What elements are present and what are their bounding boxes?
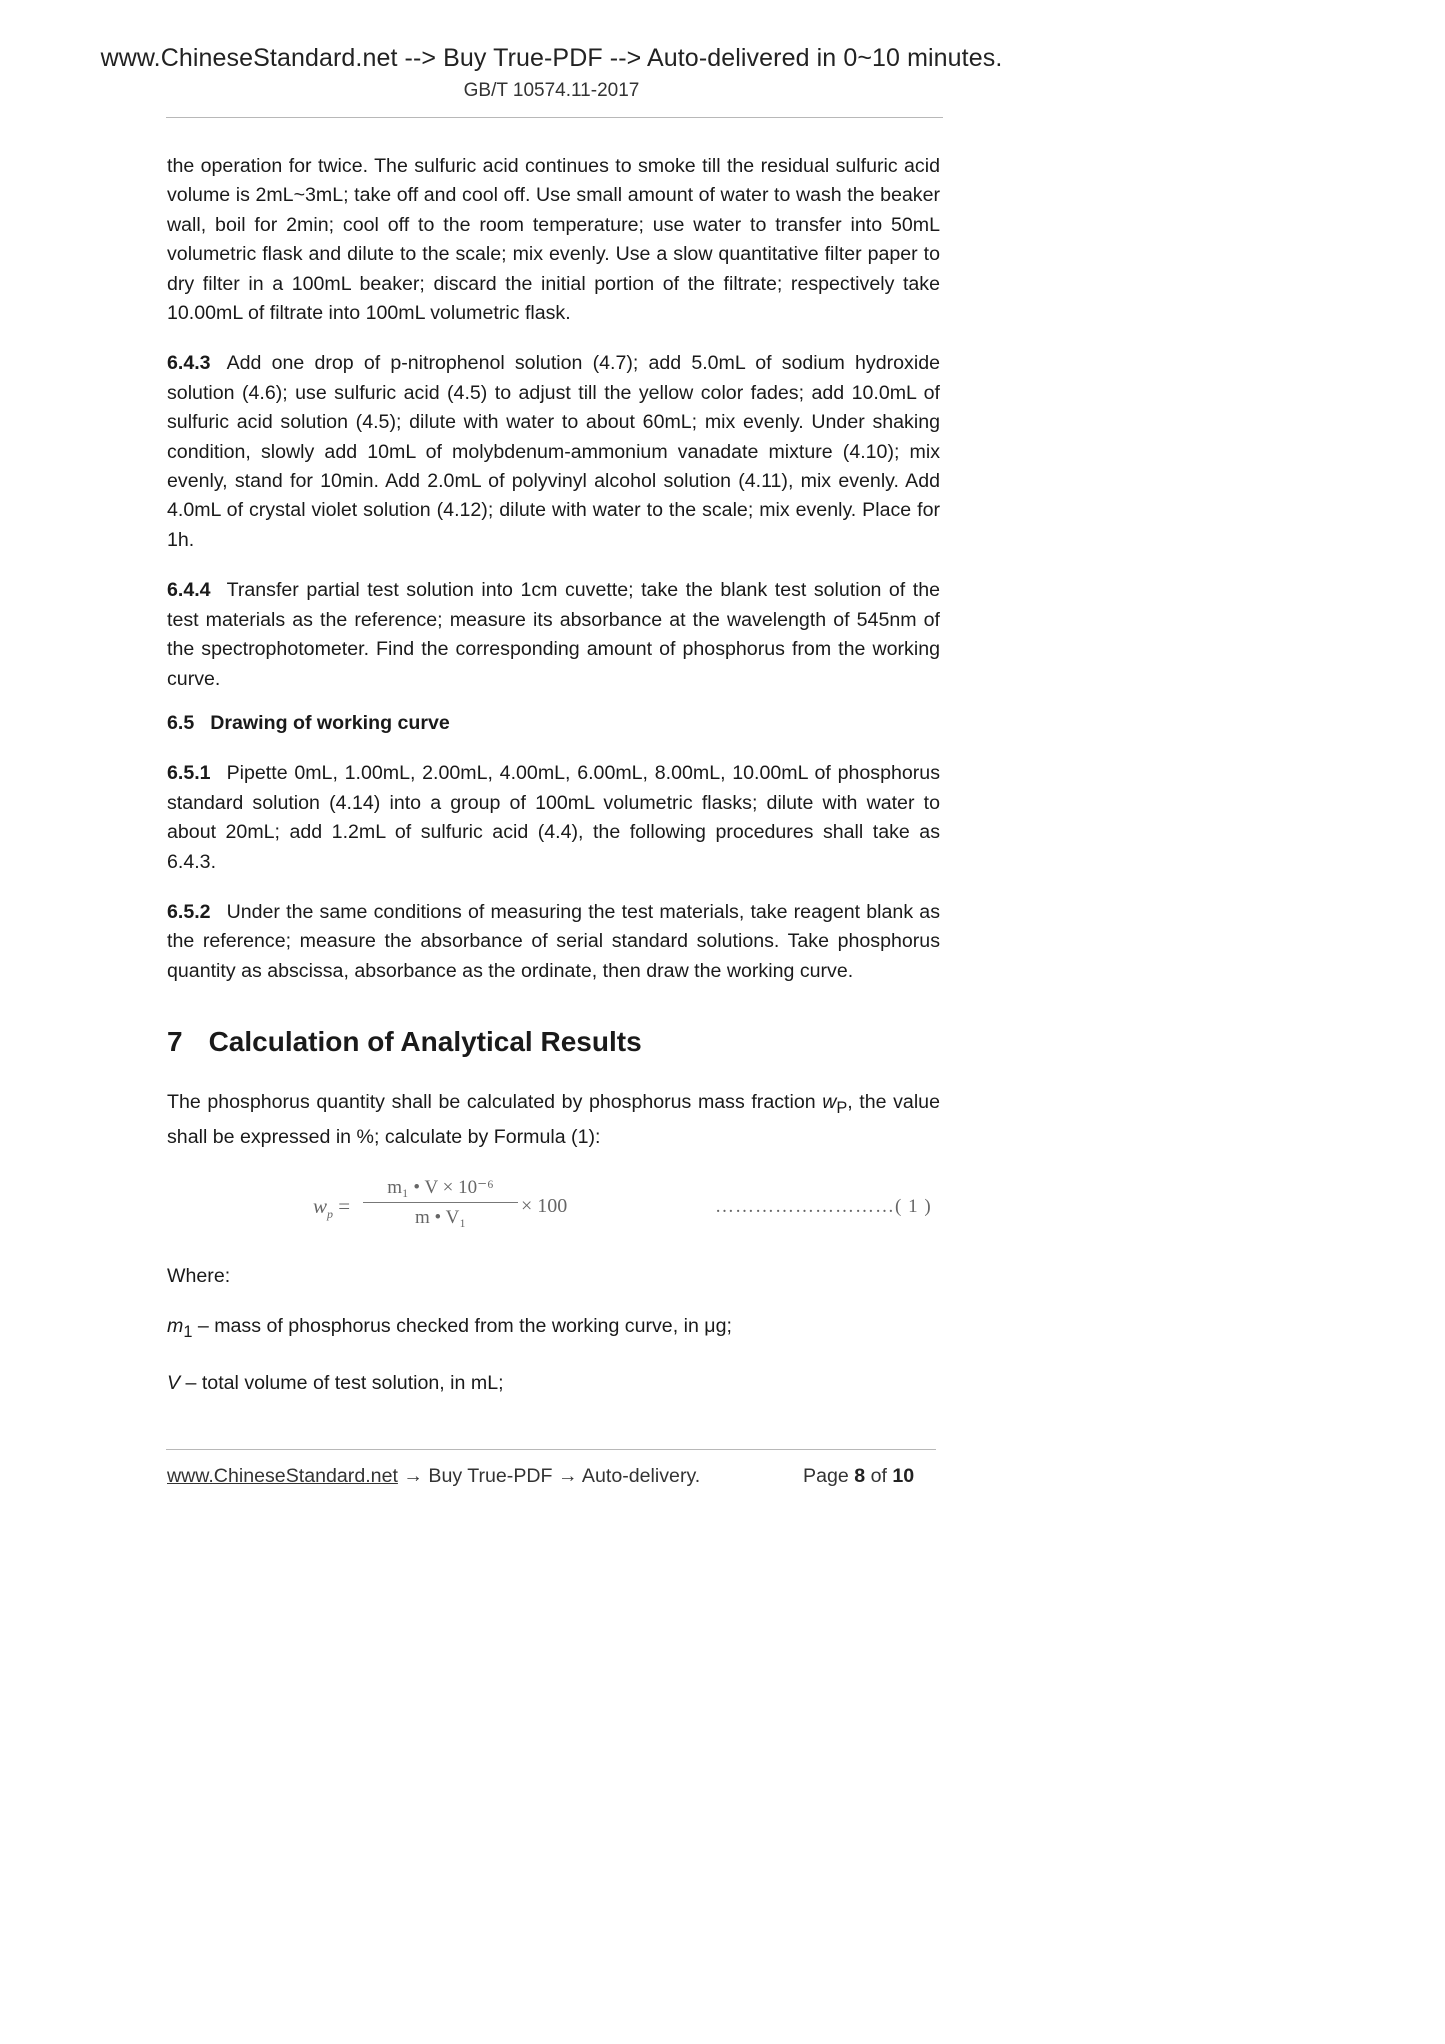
header-banner: www.ChineseStandard.net --> Buy True-PDF --> Auto-delivered in 0~10 minutes. (100, 44, 1003, 72)
clause-6-5-1 (167, 759, 940, 877)
definition-v: V – total volume of test solution, in mL; (167, 1371, 504, 1394)
formula-lhs: $w_p$ = (313, 1193, 351, 1222)
clause-text: Add one drop of p-nitrophenol solution (4.7); add 5.0mL of sodium hydroxide solution (4.6); use sulfuric acid (4.5) to adjust till the yellow color fades; add 10.0mL of sulfuric acid solution (4.5); dilute with water to about 60mL; mix evenly. Under shaking condition, slowly add 10mL of molybdenum-ammonium vanadate mixture (4.10); mix evenly, stand for 10min. Add 2.0mL of polyvinyl alcohol solution (4.11), mix evenly. Add 4.0mL of crystal violet solution (4.12); dilute with water to the scale; mix evenly. Place for 1h. (167, 352, 940, 551)
clause-number: 6.4.3 (167, 352, 211, 375)
formula-denominator: m • V₁ (415, 1206, 466, 1228)
document-body (167, 152, 940, 1419)
clause-number: 6.4.4 (167, 579, 211, 602)
standard-code: GB/T 10574.11-2017 (463, 80, 640, 101)
clause-text: Transfer partial test solution into 1cm cuvette; take the blank test solution of the test materials as the reference; measure its absorbance at the wavelength of 545nm of the spectrophotometer. Find the corresponding amount of phosphorus from the working curve. (167, 579, 940, 690)
formula-fraction (363, 1174, 518, 1233)
formula-number: ………………………( 1 ) (715, 1195, 932, 1217)
paragraph-intro: the operation for twice. The sulfuric acid continues to smoke till the residual sulfuric acid volume is 2mL~3mL; take off and cool off. Use small amount of water to wash the beaker wall, boil for 2min; cool off to the room temperature; use water to transfer into 50mL volumetric flask and dilute to the scale; mix evenly. Use a slow quantitative filter paper to dry filter in a 100mL beaker; discard the initial portion of the filtrate; respectively take 10.00mL of filtrate into 100mL volumetric flask. (167, 155, 940, 325)
clause-text: Under the same conditions of measuring the test materials, take reagent blank as the reference; measure the absorbance of serial standard solutions. Take phosphorus quantity as abscissa, absorbance as the ordinate, then draw the working curve. (167, 900, 940, 982)
section-number: 6.5 (167, 711, 195, 734)
formula-intro: The phosphorus quantity shall be calculated by phosphorus mass fraction $w_P$, the value shall be expressed in %; calculate by Formula (1): (167, 1091, 940, 1149)
clause-6-5-2 (167, 898, 940, 986)
footer-divider (166, 1449, 936, 1450)
formula-numerator: m₁ • V × 10⁻⁶ (363, 1174, 518, 1203)
section-6-5-heading (167, 709, 940, 738)
formula-multiplier: × 100 (521, 1194, 568, 1217)
clause-6-4-3 (167, 349, 940, 555)
footer-link[interactable]: www.ChineseStandard.net (167, 1465, 398, 1487)
variable-w: w (822, 1091, 837, 1114)
page-indicator: Page 8 of 10 (803, 1465, 915, 1487)
header-divider (166, 117, 943, 118)
clause-number: 6.5.2 (167, 900, 211, 923)
clause-number: 6.5.1 (167, 762, 211, 785)
formula-1 (167, 1174, 940, 1236)
chapter-title: Calculation of Analytical Results (208, 1026, 642, 1058)
chapter-number: 7 (167, 1026, 183, 1058)
footer-tagline: → Buy True-PDF → Auto-delivery. (397, 1465, 701, 1487)
variable-subscript: P (836, 1099, 848, 1118)
section-title: Drawing of working curve (210, 711, 450, 734)
footer-left (167, 1465, 700, 1488)
total-pages: 10 (892, 1465, 915, 1487)
chapter-7-heading (167, 1024, 940, 1060)
clause-text: Pipette 0mL, 1.00mL, 2.00mL, 4.00mL, 6.00mL, 8.00mL, 10.00mL of phosphorus standard solution (4.14) into a group of 100mL volumetric flasks; dilute with water to about 20mL; add 1.2mL of sulfuric acid (4.4), the following procedures shall take as 6.4.3. (167, 762, 940, 873)
where-label: Where: (167, 1264, 231, 1287)
current-page: 8 (854, 1465, 866, 1487)
clause-6-4-4 (167, 576, 940, 694)
definition-m1: $m_1$ – mass of phosphorus checked from the working curve, in μg; (167, 1315, 732, 1342)
